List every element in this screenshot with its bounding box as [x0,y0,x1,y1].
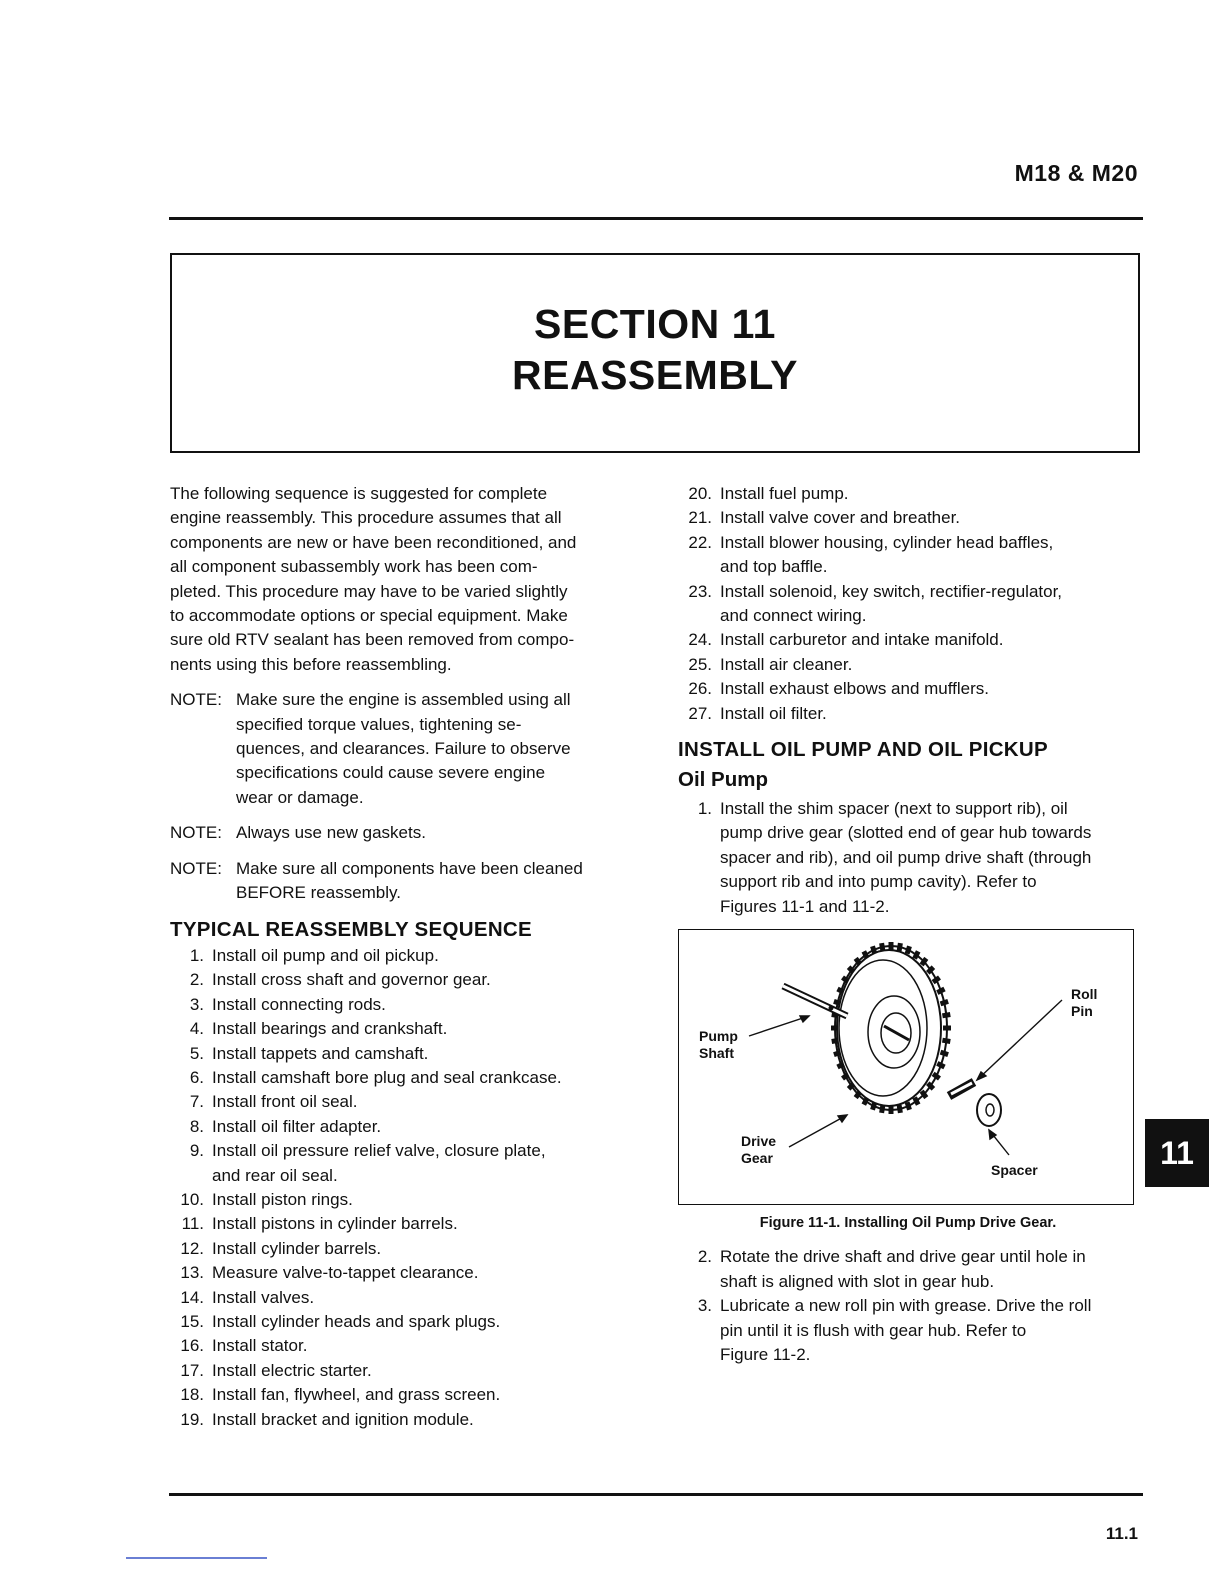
list-item [170,1359,640,1383]
text-line: all component subassembly work has been com- [170,557,538,577]
text-line: Always use new gaskets. [236,823,426,843]
list-item [678,1245,1138,1294]
list-item-number: 2. [697,1247,712,1267]
text-line: Install the shim spacer (next to support rib), oil [720,798,1068,818]
oil-pump-steps-1 [678,797,1138,919]
list-item-text [212,1212,640,1236]
list-item-number: 8. [189,1116,204,1136]
label-spacer: Spacer [991,1161,1038,1178]
list-item [678,677,1138,701]
text-line: engine reassembly. This procedure assumes that all [170,508,562,528]
text-line: Install cross shaft and governor gear. [212,970,491,990]
list-item [170,968,640,992]
intro-paragraph [170,482,640,677]
roll-pin-part [949,1082,974,1096]
list-item [170,1286,640,1310]
text-line: Install air cleaner. [720,654,853,674]
text-line: Install blower housing, cylinder head baffles, [720,532,1054,552]
list-item-text [720,702,1138,726]
blue-underline-mark [126,1557,267,1559]
list-item [678,531,1138,580]
text-line: Install tappets and camshaft. [212,1043,429,1063]
text-line: Install front oil seal. [212,1092,358,1112]
note-text [236,688,640,810]
text-line: specified torque values, tightening se- [236,714,522,734]
list-item-number: 4. [189,1019,204,1039]
list-item [170,1261,640,1285]
text-line: nents using this before reassembling. [170,654,452,674]
list-item-number: 1. [189,945,204,965]
list-item-text [720,531,1138,580]
list-item-text [212,1359,640,1383]
list-item-text [212,1237,640,1261]
text-line: Install pistons in cylinder barrels. [212,1214,458,1234]
list-item-number: 9. [189,1141,204,1161]
section-title: REASSEMBLY [512,352,798,398]
text-line: Lubricate a new roll pin with grease. Drive the roll [720,1296,1092,1316]
text-line: Install bracket and ignition module. [212,1409,474,1429]
page-number: 11.1 [1105,1524,1138,1543]
list-item [170,1212,640,1236]
note [170,688,640,810]
list-item [170,993,640,1017]
section-title-box [170,253,1140,453]
label-drive-gear: Drive Gear [741,1132,777,1166]
list-item-number: 23. [688,581,712,601]
list-item [678,702,1138,726]
text-line: Install solenoid, key switch, rectifier-regulator, [720,581,1063,601]
text-line: components are new or have been reconditioned, and [170,532,577,552]
list-item-number: 19. [180,1409,204,1429]
text-line: Install fan, flywheel, and grass screen. [212,1385,501,1405]
note-label: NOTE: [170,823,222,843]
list-item-number: 21. [688,508,712,528]
model-header: M18 & M20 [1014,160,1138,186]
list-item-text [212,1334,640,1358]
list-item [170,1408,640,1432]
list-item [170,1066,640,1090]
text-line: quences, and clearances. Failure to observe [236,739,571,759]
list-item-number: 20. [688,484,712,503]
list-item [170,1115,640,1139]
list-item [170,1310,640,1334]
text-line: pin until it is flush with gear hub. Refer to [720,1320,1027,1340]
text-line: Install electric starter. [212,1360,372,1380]
list-item-number: 26. [688,679,712,699]
list-item-number: 5. [189,1043,204,1063]
list-item-text [212,1090,640,1114]
list-item-number: 6. [189,1067,204,1087]
text-line: support rib and into pump cavity). Refer to [720,872,1037,892]
figure-caption: Figure 11-1. Installing Oil Pump Drive Gear. [759,1214,1057,1231]
text-line: Install bearings and crankshaft. [212,1019,448,1039]
text-line: Install oil filter. [720,703,827,723]
list-item [678,580,1138,629]
list-item [678,506,1138,530]
list-item-number: 16. [180,1336,204,1356]
list-item-text [212,1383,640,1407]
note [170,821,640,845]
sequence-list-left [170,944,640,1432]
list-item-text [212,1188,640,1212]
list-item-text [212,1017,640,1041]
text-line: pleted. This procedure may have to be varied slightly [170,581,568,601]
sequence-heading: TYPICAL REASSEMBLY SEQUENCE [170,917,532,941]
text-line: Install oil pump and oil pickup. [212,945,439,965]
text-line: Make sure all components have been cleaned [236,858,583,878]
label-pump-shaft: Pump Shaft [699,1027,738,1061]
list-item-number: 10. [180,1189,204,1209]
list-item-text [720,482,1138,506]
list-item [678,797,1138,919]
list-item [170,1017,640,1041]
text-line: Measure valve-to-tappet clearance. [212,1263,479,1283]
list-item-number: 25. [688,654,712,674]
section-tab: 11 [1145,1119,1209,1187]
text-line: spacer and rib), and oil pump drive shaft (through [720,847,1092,867]
list-item-text [720,1245,1138,1294]
text-line: Figure 11-2. [720,1344,811,1364]
list-item-number: 11. [181,1214,204,1234]
text-line: pump drive gear (slotted end of gear hub towards [720,823,1092,843]
list-item [678,628,1138,652]
list-item-text [212,968,640,992]
list-item-text [720,628,1138,652]
right-column [678,482,1138,1367]
list-item [170,1042,640,1066]
note-text [236,857,640,906]
list-item-text [212,1139,640,1188]
list-item-text [212,1066,640,1090]
list-item [170,1334,640,1358]
text-line: and top baffle. [720,557,828,577]
text-line: and connect wiring. [720,606,867,626]
note [170,857,640,906]
list-item-text [212,1408,640,1432]
note-label: NOTE: [170,858,222,878]
list-item-number: 7. [189,1092,204,1112]
text-line: Install oil pressure relief valve, closure plate, [212,1141,546,1161]
list-item-text [212,993,640,1017]
figure-oil-pump-drive-gear [678,929,1134,1205]
text-line: Install valves. [212,1287,315,1307]
list-item-text [212,1261,640,1285]
text-line: sure old RTV sealant has been removed from compo- [170,630,575,650]
list-item-number: 15. [180,1312,204,1331]
spacer-part [977,1094,1001,1126]
list-item-number: 24. [688,630,712,650]
list-item [678,653,1138,677]
text-line: Install cylinder heads and spark plugs. [212,1312,501,1331]
text-line: and rear oil seal. [212,1165,338,1185]
list-item [170,1237,640,1261]
list-item-number: 27. [688,703,712,723]
text-line: wear or damage. [236,787,364,807]
list-item-number: 13. [180,1263,204,1283]
list-item-text [720,653,1138,677]
list-item [170,944,640,968]
list-item-text [720,1294,1138,1367]
list-item-number: 22. [688,532,712,552]
list-item-number: 2. [189,970,204,990]
list-item-number: 14. [180,1287,204,1307]
list-item-number: 3. [697,1296,712,1316]
text-line: Install stator. [212,1336,308,1356]
list-item-text [212,1042,640,1066]
oil-pump-steps-2 [678,1245,1138,1367]
list-item [170,1188,640,1212]
text-line: Install connecting rods. [212,994,386,1014]
note-label: NOTE: [170,690,222,710]
text-line: BEFORE reassembly. [236,883,402,903]
list-item-text [212,1310,640,1334]
list-item-text [720,797,1138,919]
list-item [170,1090,640,1114]
text-line: specifications could cause severe engine [236,763,546,783]
oil-pump-subheading: Oil Pump [678,768,768,792]
text-line: shaft is aligned with slot in gear hub. [720,1271,995,1291]
section-number: SECTION 11 [534,301,776,347]
list-item-text [720,580,1138,629]
left-column [170,482,640,1432]
notes-block [170,688,640,905]
list-item-number: 3. [189,994,204,1014]
text-line: Install oil filter adapter. [212,1116,382,1136]
text-line: Install piston rings. [212,1189,353,1209]
label-roll-pin: Roll Pin [1071,985,1098,1019]
text-line: Install fuel pump. [720,484,849,503]
text-line: Install camshaft bore plug and seal crankcase. [212,1067,562,1087]
top-rule [169,217,1143,220]
list-item-text [720,506,1138,530]
list-item-text [212,1115,640,1139]
list-item [678,1294,1138,1367]
list-item-number: 17. [180,1360,204,1380]
text-line: to accommodate options or special equipment. Make [170,606,568,626]
text-line: Make sure the engine is assembled using all [236,690,571,710]
list-item-number: 12. [180,1238,204,1258]
text-line: Install carburetor and intake manifold. [720,630,1004,650]
sequence-list-right [678,482,1138,726]
note-text [236,821,640,845]
list-item-text [212,1286,640,1310]
list-item-text [720,677,1138,701]
list-item-text [212,944,640,968]
oil-pump-section-heading: INSTALL OIL PUMP AND OIL PICKUP [678,738,1048,762]
list-item-number: 18. [180,1385,204,1405]
bottom-rule [169,1493,1143,1496]
text-line: Install valve cover and breather. [720,508,961,528]
list-item [170,1139,640,1188]
list-item [678,482,1138,506]
text-line: The following sequence is suggested for complete [170,484,548,503]
text-line: Figures 11-1 and 11-2. [720,896,890,916]
list-item-number: 1. [697,798,712,818]
text-line: Install cylinder barrels. [212,1238,382,1258]
list-item [170,1383,640,1407]
text-line: Install exhaust elbows and mufflers. [720,679,989,699]
text-line: Rotate the drive shaft and drive gear until hole in [720,1247,1086,1267]
